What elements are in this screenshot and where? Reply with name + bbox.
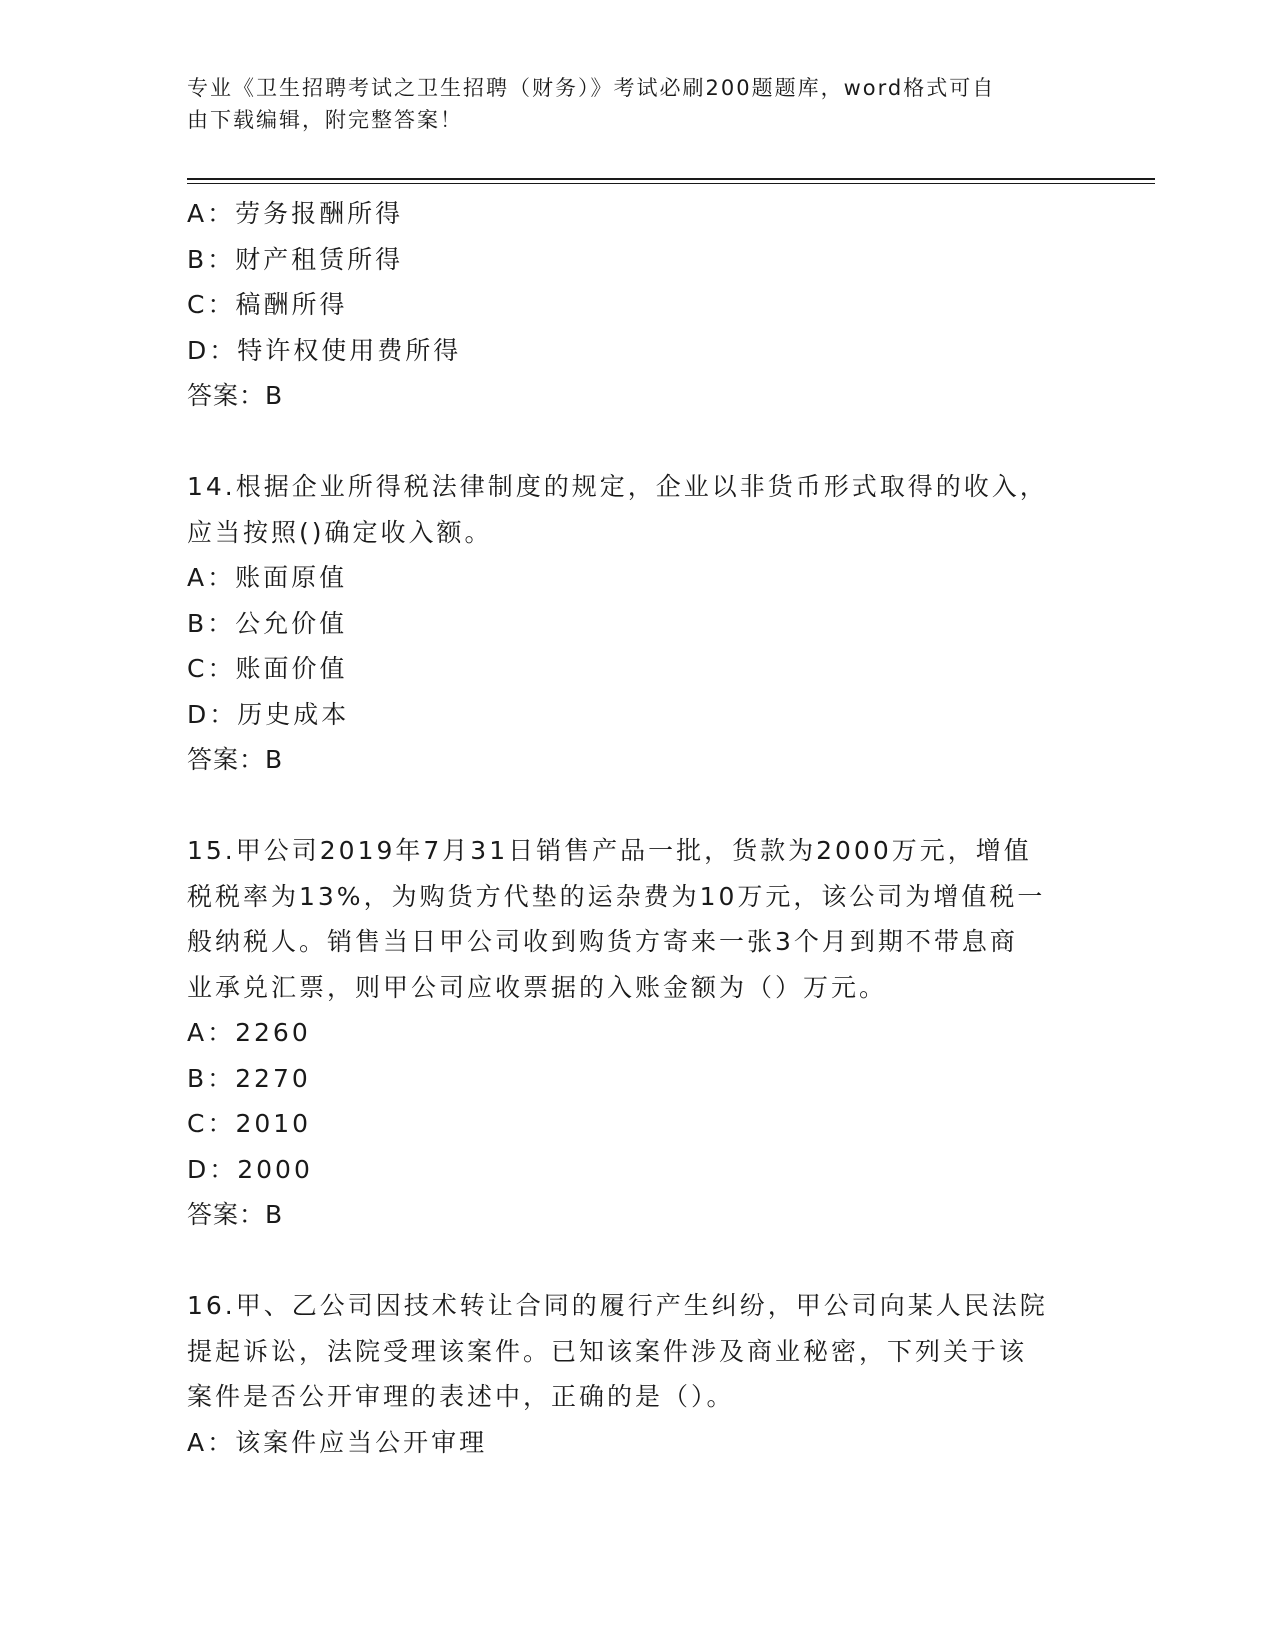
option-a: A：账面原值 [187, 563, 348, 592]
question-line: 税税率为13%，为购货方代垫的运杂费为10万元，该公司为增值税一 [187, 881, 1046, 911]
spacer [187, 783, 1087, 829]
spacer [187, 1238, 1087, 1284]
question-13 [187, 191, 1087, 419]
option-a: A：劳务报酬所得 [187, 199, 404, 228]
question-line: 14.根据企业所得税法律制度的规定，企业以非货币形式取得的收入， [187, 472, 1048, 501]
answer: 答案：B [187, 381, 284, 410]
question-15 [187, 828, 1087, 1238]
option-d: D：特许权使用费所得 [187, 335, 462, 365]
question-list [187, 191, 1087, 1465]
option-c: C：2010 [187, 1109, 312, 1138]
header-line-1: 专业《卫生招聘考试之卫生招聘（财务）》考试必刷200题题库，word格式可自 [187, 76, 996, 100]
question-line: 案件是否公开审理的表述中，正确的是（）。 [187, 1382, 735, 1411]
option-d: D：2000 [187, 1154, 313, 1184]
question-line: 应当按照()确定收入额。 [187, 517, 493, 547]
question-line: 16.甲、乙公司因技术转让合同的履行产生纠纷，甲公司向某人民法院 [187, 1291, 1048, 1320]
question-text [187, 1283, 1077, 1420]
spacer [187, 419, 1087, 465]
option-a: A：该案件应当公开审理 [187, 1427, 488, 1457]
question-14 [187, 464, 1087, 783]
header-rule-thin [187, 183, 1155, 184]
question-line: 般纳税人。销售当日甲公司收到购货方寄来一张3个月到期不带息商 [187, 927, 1018, 956]
option-c: C：账面价值 [187, 654, 348, 683]
option-c: C：稿酬所得 [187, 290, 348, 319]
question-16 [187, 1283, 1087, 1465]
question-text [187, 464, 1077, 555]
question-line: 提起诉讼，法院受理该案件。已知该案件涉及商业秘密，下列关于该 [187, 1336, 1028, 1366]
option-b: B：2270 [187, 1063, 311, 1093]
question-text [187, 828, 1077, 1010]
document-header [187, 72, 1067, 136]
answer: 答案：B [187, 1200, 284, 1229]
header-rule-thick [187, 178, 1155, 180]
option-a: A：2260 [187, 1018, 311, 1047]
header-line-2: 由下载编辑，附完整答案！ [187, 108, 463, 132]
option-b: B：公允价值 [187, 608, 348, 638]
option-d: D：历史成本 [187, 699, 350, 729]
question-line: 业承兑汇票，则甲公司应收票据的入账金额为（）万元。 [187, 972, 888, 1002]
question-line: 15.甲公司2019年7月31日销售产品一批，货款为2000万元，增值 [187, 836, 1032, 865]
answer: 答案：B [187, 745, 284, 774]
option-b: B：财产租赁所得 [187, 244, 404, 274]
